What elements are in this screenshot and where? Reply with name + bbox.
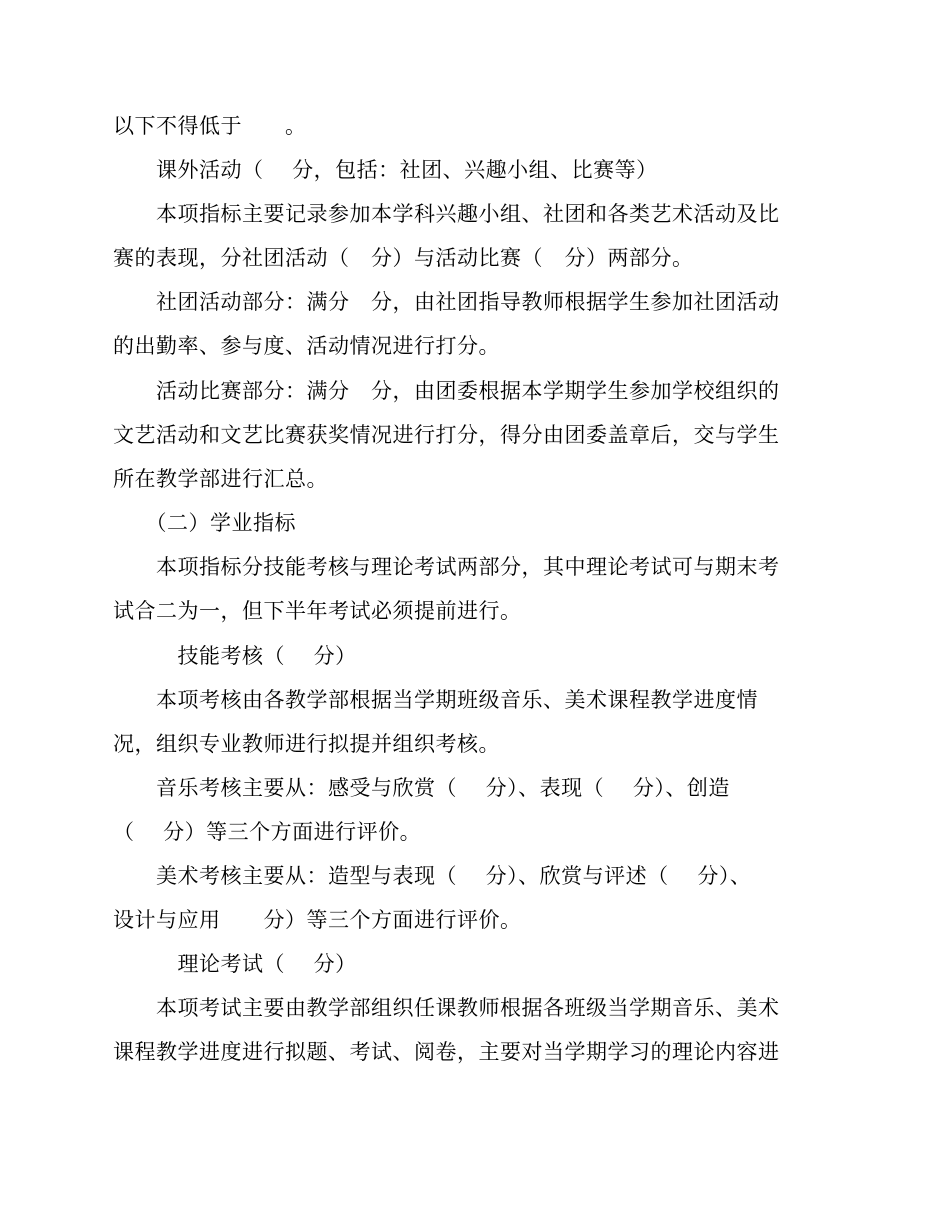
- text-line: 本项考试主要由教学部组织任课教师根据各班级当学期音乐、美术: [113, 996, 780, 1020]
- section-heading: （二）学业指标: [113, 511, 296, 535]
- text-line: 所在教学部进行汇总。: [113, 467, 328, 491]
- text-line: 课外活动（ 分，包括：社团、兴趣小组、比赛等）: [113, 158, 658, 182]
- subsection-heading: 技能考核（ 分）: [113, 644, 357, 668]
- text-line: 的出勤率、参与度、活动情况进行打分。: [113, 334, 500, 358]
- text-line: 本项指标主要记录参加本学科兴趣小组、社团和各类艺术活动及比: [113, 202, 780, 226]
- text-line: 以下不得低于 。: [113, 114, 307, 138]
- text-line: 设计与应用 分）等三个方面进行评价。: [113, 908, 522, 932]
- text-line: 赛的表现，分社团活动（ 分）与活动比赛（ 分）两部分。: [113, 246, 694, 270]
- text-line: 课程教学进度进行拟题、考试、阅卷，主要对当学期学习的理论内容进: [113, 1040, 780, 1064]
- text-line: 活动比赛部分：满分 分，由团委根据本学期学生参加学校组织的: [113, 379, 780, 403]
- subsection-heading: 理论考试（ 分）: [113, 952, 357, 976]
- text-line: 本项指标分技能考核与理论考试两部分，其中理论考试可与期末考: [113, 555, 780, 579]
- text-line: 本项考核由各教学部根据当学期班级音乐、美术课程教学进度情: [113, 688, 758, 712]
- text-line: 美术考核主要从：造型与表现（ 分）、欣赏与评述（ 分）、: [113, 864, 752, 888]
- text-line: 况，组织专业教师进行拟提并组织考核。: [113, 732, 500, 756]
- text-line: 社团活动部分：满分 分，由社团指导教师根据学生参加社团活动: [113, 290, 780, 314]
- text-line: 试合二为一，但下半年考试必须提前进行。: [113, 599, 522, 623]
- text-line: 文艺活动和文艺比赛获奖情况进行打分，得分由团委盖章后，交与学生: [113, 423, 780, 447]
- text-line: 音乐考核主要从：感受与欣赏（ 分）、表现（ 分）、创造: [113, 776, 730, 800]
- text-line: （ 分）等三个方面进行评价。: [113, 820, 422, 844]
